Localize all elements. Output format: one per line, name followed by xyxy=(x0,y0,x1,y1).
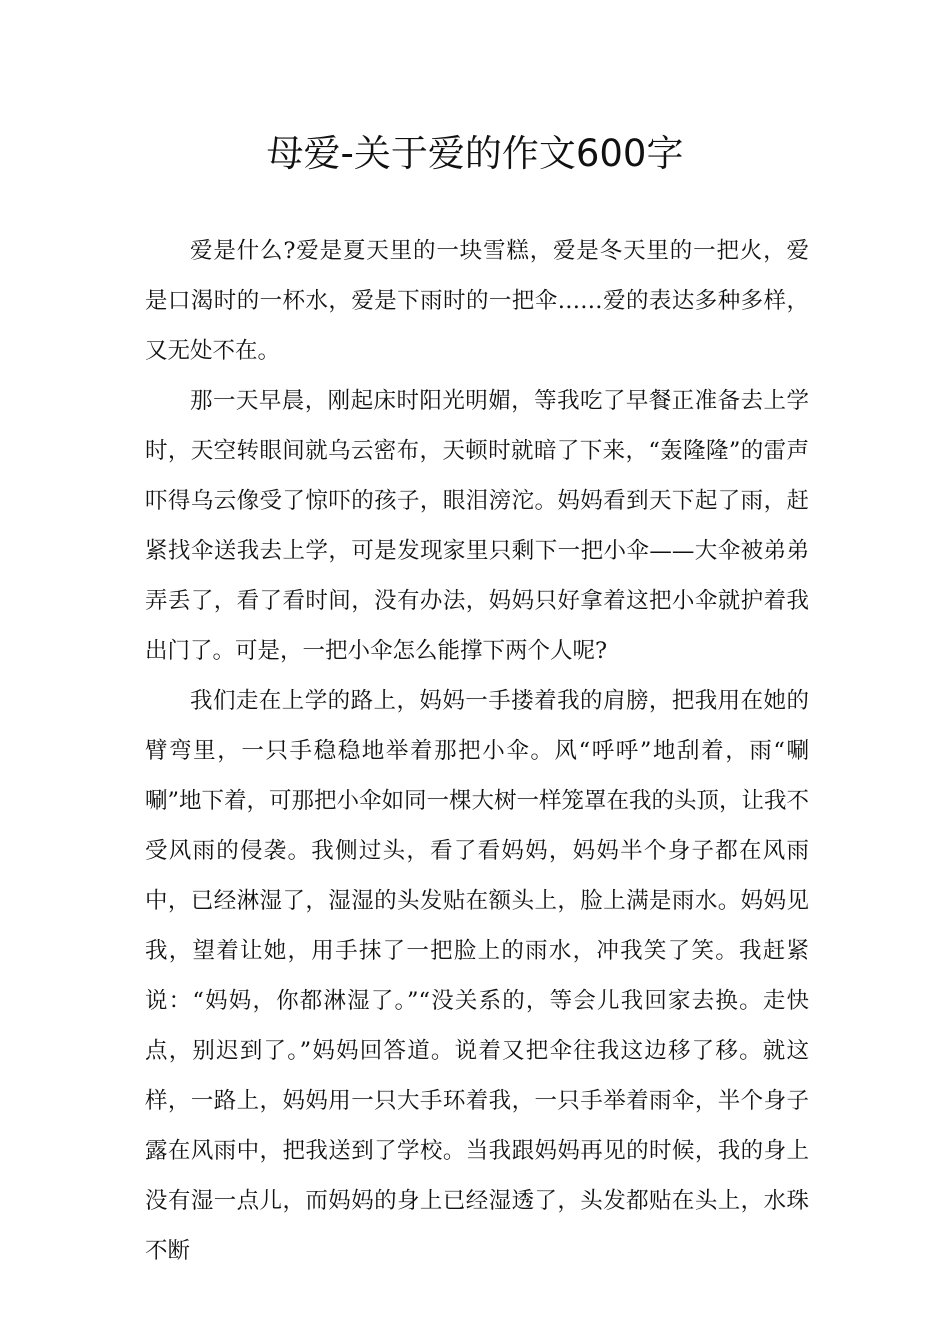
page-title: 母爱-关于爱的作文600字 xyxy=(266,132,684,175)
paragraph-2: 那一天早晨，刚起床时阳光明媚，等我吃了早餐正准备去上学时，天空转眼间就乌云密布，天顿时就暗了下来，“轰隆隆”的雷声吓得乌云像受了惊吓的孩子，眼泪滂沱。妈妈看到天下起了雨，赶紧找伞送我去上学，可是发现家里只剩下一把小伞——大伞被弟弟弄丢了，看了看时间，没有办法，妈妈只好拿着这把小伞就护着我出门了。可是，一把小伞怎么能撑下两个人呢? xyxy=(145,388,809,664)
essay-body xyxy=(145,226,809,1276)
paragraph-1: 爱是什么?爱是夏天里的一块雪糕，爱是冬天里的一把火，爱是口渴时的一杯水，爱是下雨时的一把伞……爱的表达多种多样，又无处不在。 xyxy=(145,238,809,364)
paragraph-3: 我们走在上学的路上，妈妈一手搂着我的肩膀，把我用在她的臂弯里，一只手稳稳地举着那把小伞。风“呼呼”地刮着，雨“唰唰”地下着，可那把小伞如同一棵大树一样笼罩在我的头顶，让我不受风雨的侵袭。我侧过头，看了看妈妈，妈妈半个身子都在风雨中，已经淋湿了，湿湿的头发贴在额头上，脸上满是雨水。妈妈见我，望着让她，用手抹了一把脸上的雨水，冲我笑了笑。我赶紧说：“妈妈，你都淋湿了。”“没关系的，等会儿我回家去换。走快点，别迟到了。”妈妈回答道。说着又把伞往我这边移了移。就这样，一路上，妈妈用一只大手环着我，一只手举着雨伞，半个身子露在风雨中，把我送到了学校。当我跟妈妈再见的时候，我的身上没有湿一点儿，而妈妈的身上已经湿透了，头发都贴在头上，水珠不断 xyxy=(145,688,810,1264)
